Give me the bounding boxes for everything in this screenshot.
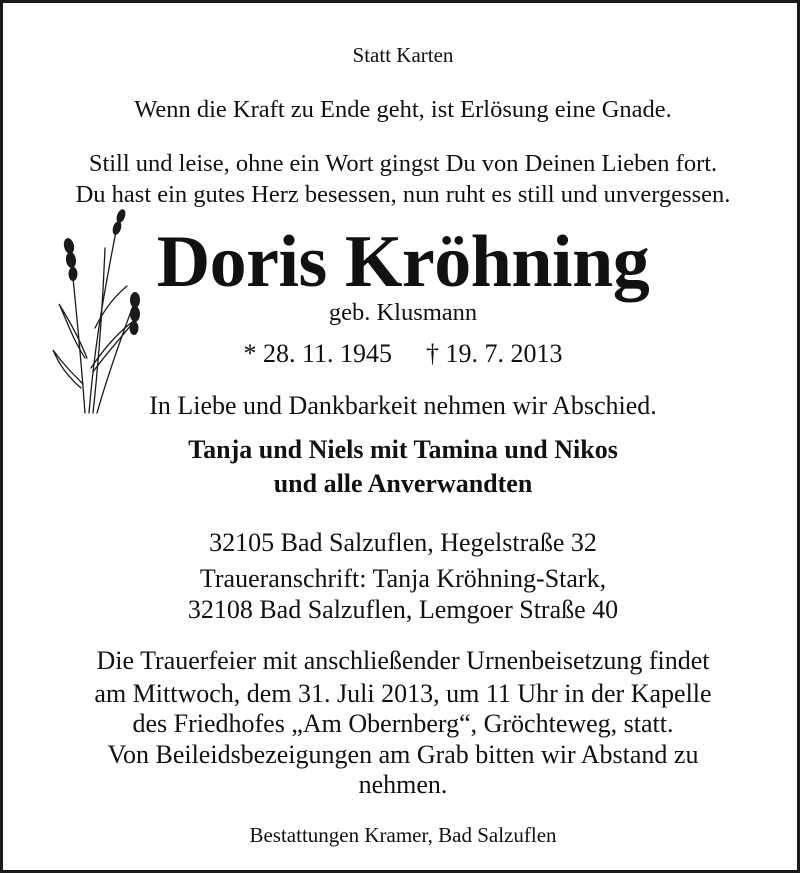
ceremony-line-4: Von Beileidsbezeigungen am Grab bitten wir Abstand zu [107, 740, 699, 769]
quote-text: Wenn die Kraft zu Ende geht, ist Erlösung eine Gnade. [134, 96, 672, 123]
ceremony-line-3: des Friedhofes „Am Obernberg“, Gröchteweg, statt. [132, 709, 674, 738]
address-line-2: Traueranschrift: Tanja Kröhning-Stark, [199, 564, 607, 593]
death-date: † 19. 7. 2013 [426, 339, 563, 368]
ceremony-line-2: am Mittwoch, dem 31. Juli 2013, um 11 Uhr in der Kapelle [94, 679, 712, 708]
address-line-3: 32108 Bad Salzuflen, Lemgoer Straße 40 [187, 595, 619, 624]
deceased-name: Doris Kröhning [156, 221, 650, 303]
header-text: Statt Karten [352, 43, 454, 67]
mourners-line-1: Tanja und Niels mit Tamina und Nikos [188, 435, 618, 464]
ceremony-line-1: Die Trauerfeier mit anschließender Urnenbeisetzung findet [96, 646, 710, 675]
ceremony-line-5: nehmen. [358, 770, 448, 799]
birth-date: * 28. 11. 1945 [243, 339, 393, 368]
farewell-text: In Liebe und Dankbarkeit nehmen wir Abschied. [149, 391, 657, 420]
mourners-line-2: und alle Anverwandten [273, 469, 533, 498]
life-dates [3, 339, 800, 369]
maiden-name: geb. Klusmann [328, 299, 478, 326]
poem-line-1: Still und leise, ohne ein Wort gingst Du von Deinen Lieben fort. [88, 150, 718, 177]
poem-line-2: Du hast ein gutes Herz besessen, nun ruht es still und unvergessen. [75, 181, 731, 208]
footer-text: Bestattungen Kramer, Bad Salzuflen [249, 823, 557, 847]
address-line-1: 32105 Bad Salzuflen, Hegelstraße 32 [209, 528, 597, 557]
